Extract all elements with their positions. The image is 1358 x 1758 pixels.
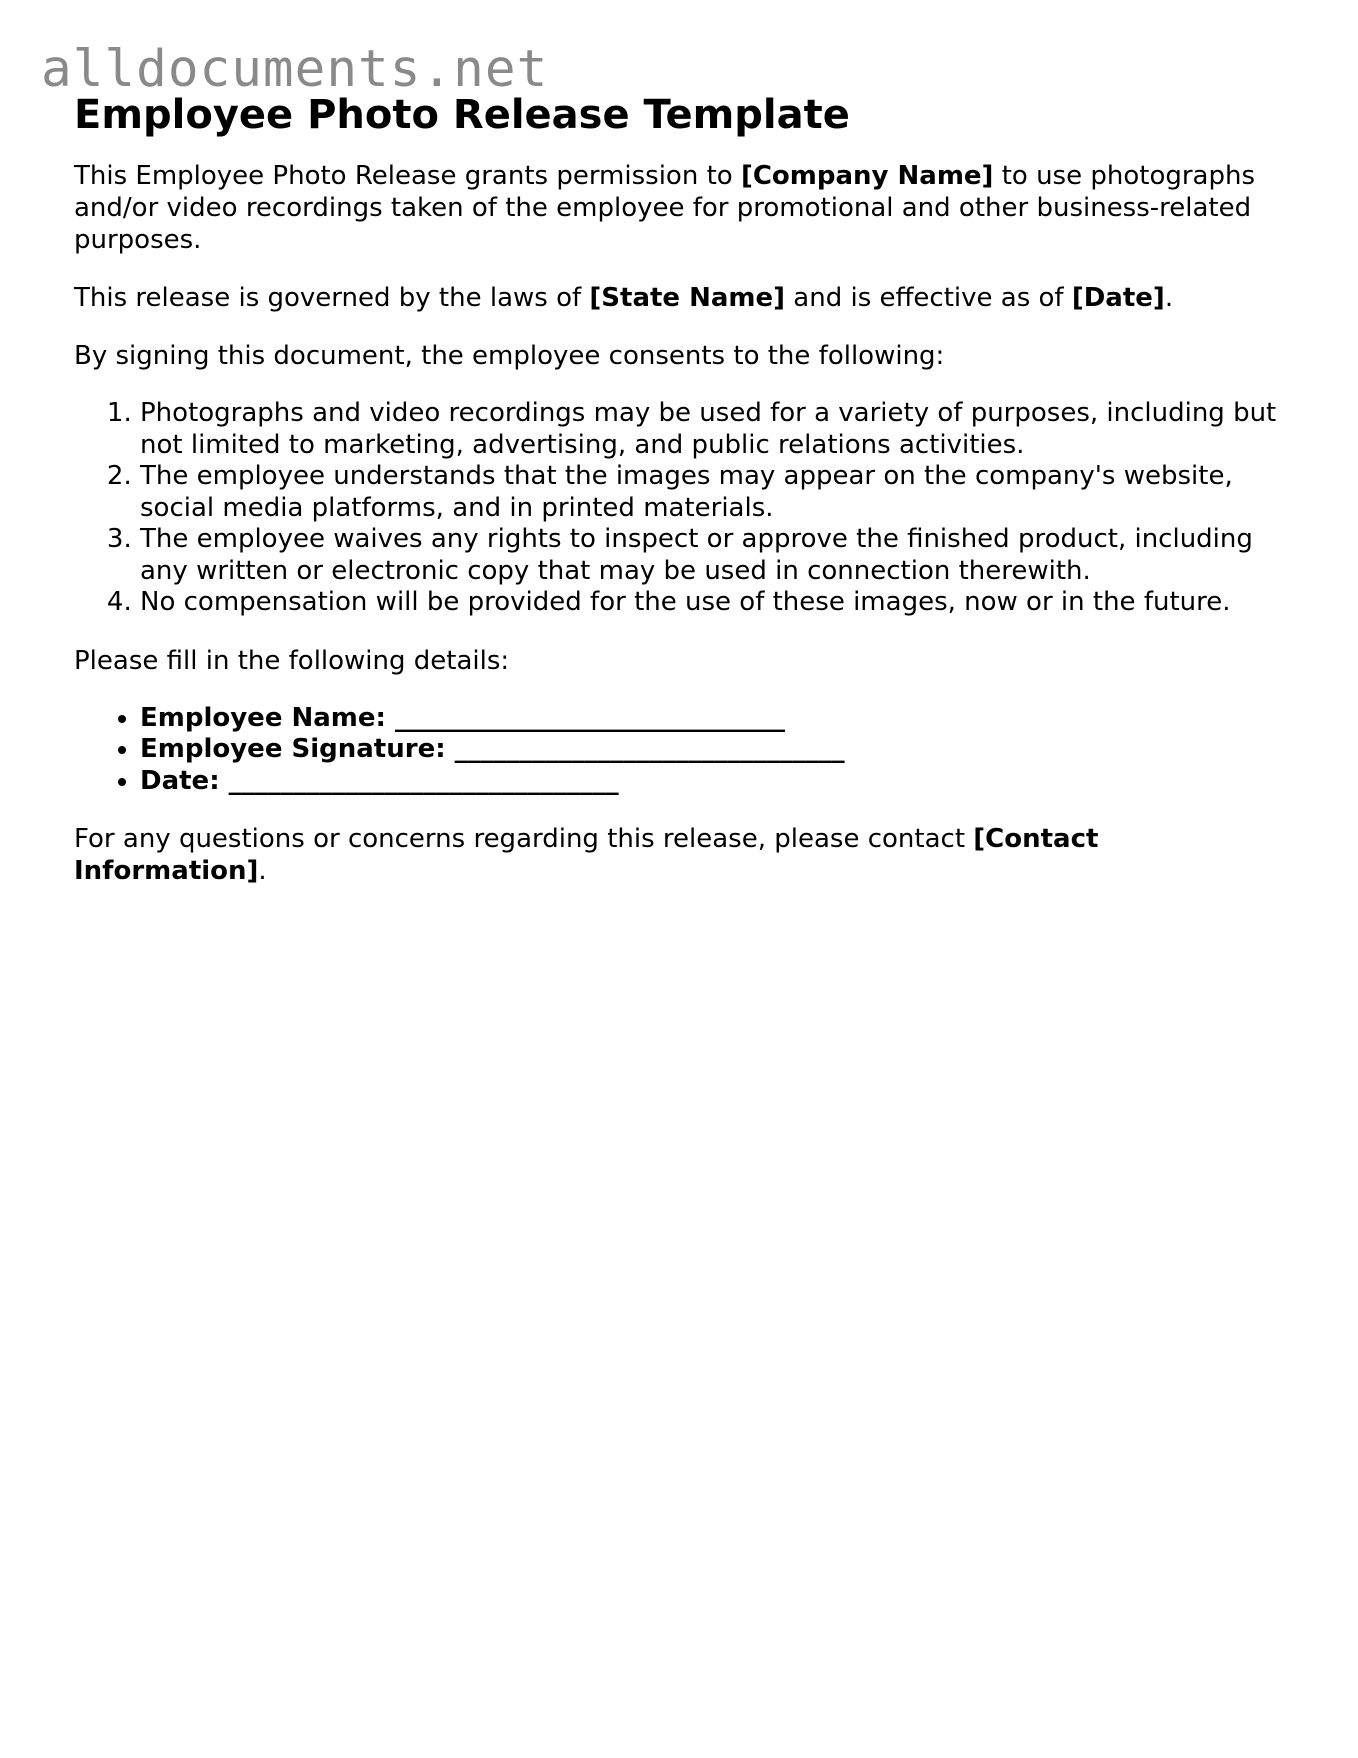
intro-text-after: to use photographs and/or video recordings taken of the employee for promotional and other business-related purposes. xyxy=(74,161,1255,255)
date-field xyxy=(140,766,1294,798)
governing-text-after: . xyxy=(1164,283,1174,313)
field-label: Employee Name: xyxy=(140,702,395,733)
governing-text-middle: and is effective as of xyxy=(785,283,1072,313)
field-label: Employee Signature: xyxy=(140,734,455,764)
field-blank: ______________________________ xyxy=(228,765,619,796)
consent-list xyxy=(74,398,1294,619)
contact-text-after: . xyxy=(258,856,267,886)
contact-paragraph xyxy=(74,823,1294,887)
consent-item: 2. The employee understands that the images may appear on the company's website, social media platforms, and in printed materials. xyxy=(140,461,1294,524)
document-title: Employee Photo Release Template xyxy=(74,92,850,138)
watermark: alldocuments.net xyxy=(41,40,549,99)
details-intro: Please fill in the following details: xyxy=(74,645,510,676)
field-label: Date: xyxy=(140,765,229,796)
contact-info-placeholder: [Contact Information] xyxy=(74,824,1099,886)
field-blank: ______________________________ xyxy=(454,734,845,764)
consent-item: 1. Photographs and video recordings may be used for a variety of purposes, including but not limited to marketing, advertising, and public relations activities. xyxy=(140,398,1294,461)
intro-text-before: This Employee Photo Release grants permission to xyxy=(74,161,741,191)
employee-signature-field xyxy=(140,734,1294,766)
state-name-placeholder: [State Name] xyxy=(589,283,786,313)
contact-text-before: For any questions or concerns regarding this release, please contact xyxy=(74,824,974,854)
consent-intro: By signing this document, the employee consents to the following: xyxy=(74,341,945,371)
document-body xyxy=(74,90,1294,913)
governing-paragraph xyxy=(74,282,1294,314)
employee-name-field xyxy=(140,703,1294,735)
field-blank: ______________________________ xyxy=(395,702,785,733)
intro-paragraph xyxy=(74,160,1294,256)
date-placeholder: [Date] xyxy=(1071,283,1165,313)
company-name-placeholder: [Company Name] xyxy=(740,161,994,191)
consent-item: 4. No compensation will be provided for the use of these images, now or in the future. xyxy=(140,587,1294,619)
governing-text-before: This release is governed by the laws of xyxy=(74,283,590,313)
details-list xyxy=(74,703,1294,798)
consent-item: 3. The employee waives any rights to inspect or approve the finished product, including any written or electronic copy that may be used in connection therewith. xyxy=(140,524,1294,587)
